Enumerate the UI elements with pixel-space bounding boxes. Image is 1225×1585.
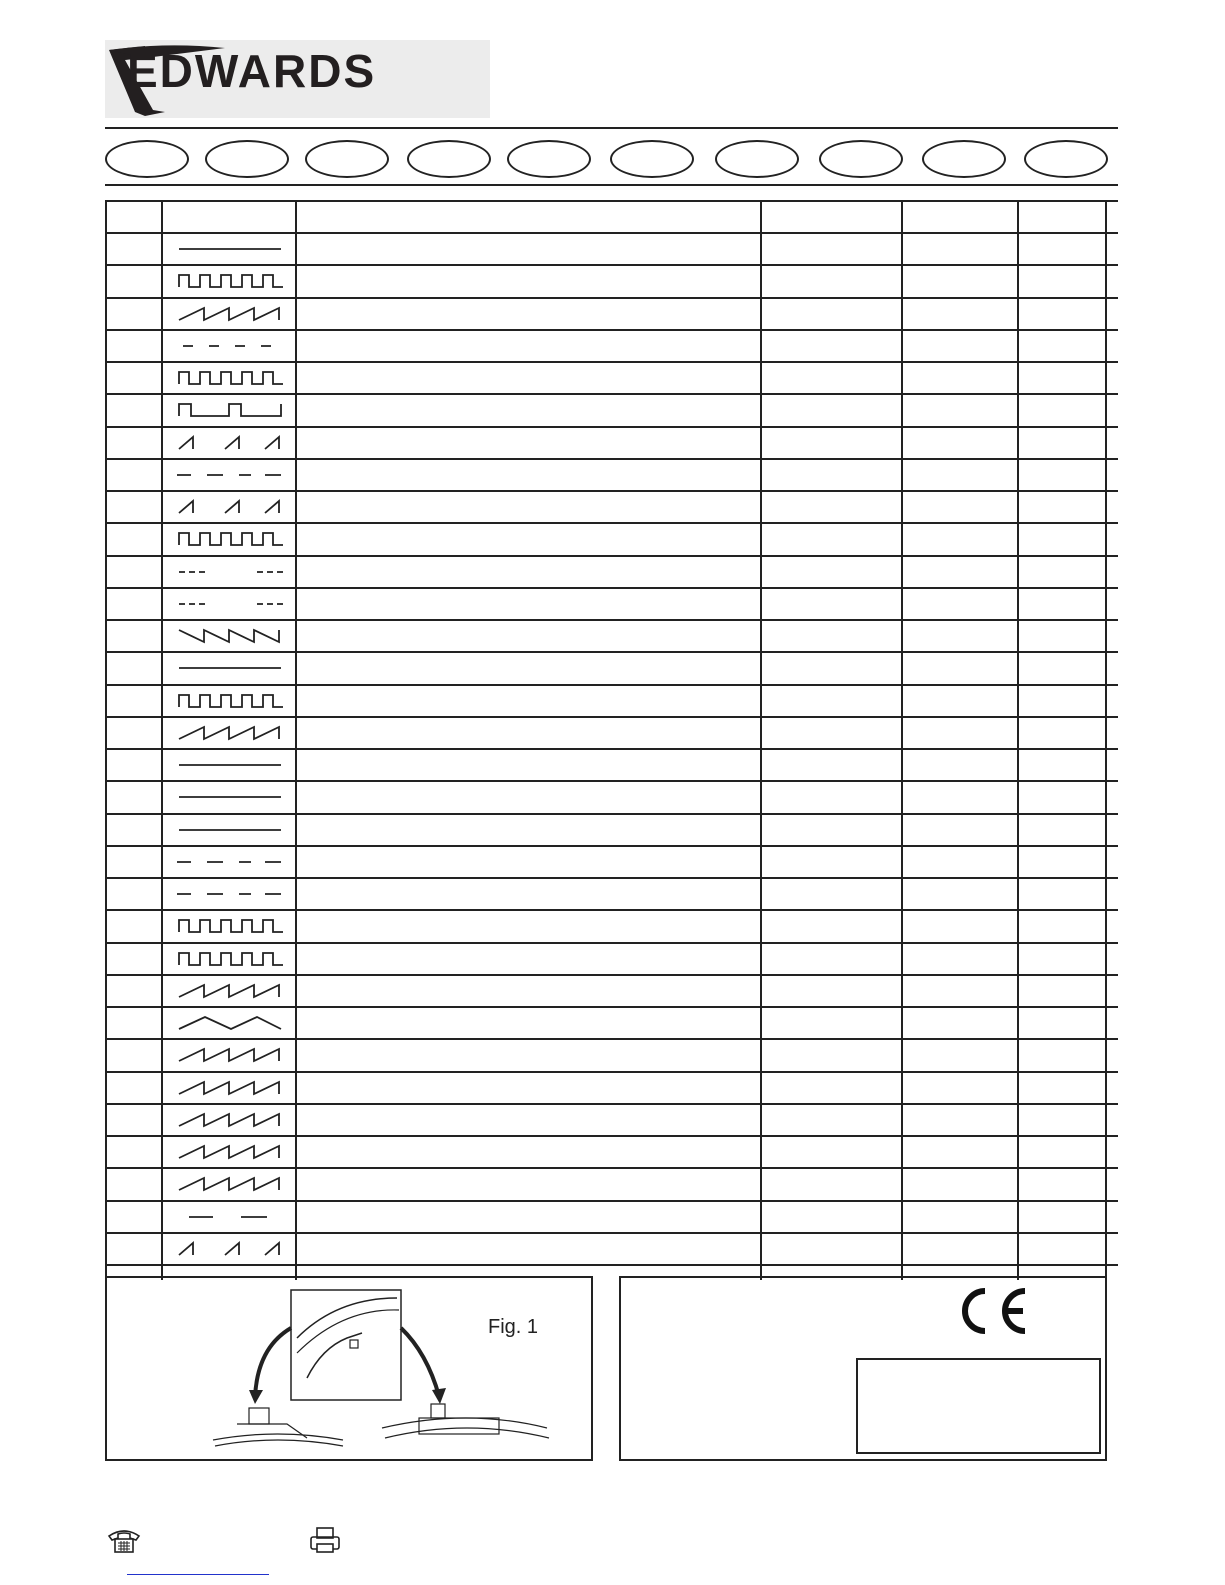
table-row-line xyxy=(105,780,1118,782)
language-tab-2[interactable] xyxy=(205,140,289,178)
table-row-line xyxy=(105,619,1118,621)
pattern-glyph-triple-dash-pause xyxy=(177,594,283,614)
pattern-glyph-triangle xyxy=(177,1013,283,1033)
pattern-glyph-path xyxy=(179,695,283,707)
table-row-line xyxy=(105,264,1118,266)
figure-label: Fig. 1 xyxy=(488,1316,539,1338)
table-row-line xyxy=(105,522,1118,524)
table-row-line xyxy=(105,684,1118,686)
pattern-glyph-path xyxy=(179,1178,279,1190)
language-tab-6[interactable] xyxy=(610,140,694,178)
pattern-glyph-path xyxy=(179,501,279,513)
language-tab-8[interactable] xyxy=(819,140,903,178)
pattern-glyph-sawtooth-up xyxy=(177,1045,283,1065)
pattern-glyph-path xyxy=(179,1146,279,1158)
language-tab-7[interactable] xyxy=(715,140,799,178)
fig-illustration xyxy=(107,1278,591,1459)
ce-mark-icon xyxy=(951,1286,1031,1336)
pattern-glyph-path xyxy=(179,1114,279,1126)
pattern-glyph-sawtooth-up xyxy=(177,981,283,1001)
pattern-glyph-path xyxy=(179,533,283,545)
pattern-glyph-sweep-intermittent xyxy=(177,497,283,517)
pattern-glyph-path xyxy=(179,404,281,416)
table-row-line xyxy=(105,587,1118,589)
table-row-line xyxy=(105,1038,1118,1040)
pattern-glyph-sawtooth-down xyxy=(177,626,283,646)
pattern-glyph-sawtooth-up xyxy=(177,1142,283,1162)
pattern-glyph-sawtooth-up xyxy=(177,1174,283,1194)
table-row-line xyxy=(105,877,1118,879)
pattern-glyph-path xyxy=(179,1017,281,1029)
table-row-line xyxy=(105,329,1118,331)
pattern-glyph-dashes-5 xyxy=(177,852,283,872)
pattern-glyph-path xyxy=(179,985,279,997)
pattern-glyph-path xyxy=(179,953,283,965)
brand-logo xyxy=(105,40,490,118)
pattern-glyph-dashes-long-2 xyxy=(177,1207,283,1227)
table-row-line xyxy=(105,845,1118,847)
brand-name: EDWARDS xyxy=(127,45,377,97)
pattern-glyph-square-fast xyxy=(177,949,283,969)
pattern-glyph-square-fast xyxy=(177,916,283,936)
pattern-glyph-continuous xyxy=(177,755,283,775)
sound-table xyxy=(105,200,1118,1280)
pattern-glyph-square-fast xyxy=(177,529,283,549)
pattern-glyph-square-fast xyxy=(177,368,283,388)
table-row-line xyxy=(105,1103,1118,1105)
pattern-glyph-path xyxy=(179,630,279,642)
fax-icon xyxy=(308,1526,344,1554)
pattern-glyph-sweep-intermittent xyxy=(177,1239,283,1259)
pattern-glyph-path xyxy=(179,1243,279,1255)
pattern-glyph-sawtooth-up xyxy=(177,1110,283,1130)
pattern-glyph-sawtooth-up xyxy=(177,304,283,324)
pattern-glyph-dashes-5 xyxy=(177,465,283,485)
table-row-line xyxy=(105,297,1118,299)
approval-box xyxy=(856,1358,1101,1454)
pattern-glyph-continuous xyxy=(177,658,283,678)
table-row-line xyxy=(105,1232,1118,1234)
table-row-line xyxy=(105,458,1118,460)
pattern-glyph-path xyxy=(179,920,283,932)
pattern-glyph-square-fast xyxy=(177,271,283,291)
table-row-line xyxy=(105,393,1118,395)
language-tab-4[interactable] xyxy=(407,140,491,178)
table-row-line xyxy=(105,1264,1118,1266)
pattern-glyph-square-slow xyxy=(177,400,283,420)
pattern-glyph-continuous xyxy=(177,787,283,807)
footer-link[interactable] xyxy=(127,1574,269,1575)
table-row-line xyxy=(105,232,1118,234)
table-row-line xyxy=(105,813,1118,815)
pattern-glyph-path xyxy=(179,437,279,449)
pattern-glyph-sawtooth-up xyxy=(177,723,283,743)
pattern-glyph-path xyxy=(179,727,279,739)
language-tab-10[interactable] xyxy=(1024,140,1108,178)
table-row-line xyxy=(105,942,1118,944)
table-row-line xyxy=(105,426,1118,428)
pattern-glyph-path xyxy=(179,372,283,384)
pattern-glyph-triple-dash-pause xyxy=(177,562,283,582)
table-row-line xyxy=(105,748,1118,750)
pattern-glyph-dashes-4 xyxy=(177,336,283,356)
telephone-icon xyxy=(106,1526,142,1554)
certification-panel xyxy=(619,1276,1107,1461)
table-row-line xyxy=(105,974,1118,976)
language-tab-5[interactable] xyxy=(507,140,591,178)
pattern-glyph-path xyxy=(179,1049,279,1061)
pattern-glyph-path xyxy=(179,1082,279,1094)
language-tab-3[interactable] xyxy=(305,140,389,178)
table-row-line xyxy=(105,490,1118,492)
table-row-line xyxy=(105,1200,1118,1202)
table-row-line xyxy=(105,1006,1118,1008)
pattern-glyph-sawtooth-up xyxy=(177,1078,283,1098)
pattern-glyph-continuous xyxy=(177,820,283,840)
table-row-line xyxy=(105,361,1118,363)
table-row-line xyxy=(105,555,1118,557)
table-row-line xyxy=(105,716,1118,718)
table-row-line xyxy=(105,651,1118,653)
table-row-line xyxy=(105,200,1118,202)
language-selector-row xyxy=(105,140,1118,180)
table-row-line xyxy=(105,909,1118,911)
figure-panel xyxy=(105,1276,593,1461)
header-rule-bottom xyxy=(105,184,1118,186)
table-row-line xyxy=(105,1135,1118,1137)
language-tab-9[interactable] xyxy=(922,140,1006,178)
table-row-line xyxy=(105,1071,1118,1073)
table-row-line xyxy=(105,1167,1118,1169)
language-tab-1[interactable] xyxy=(105,140,189,178)
pattern-glyph-square-fast xyxy=(177,691,283,711)
pattern-glyph-sweep-intermittent xyxy=(177,433,283,453)
header-rule-top xyxy=(105,127,1118,129)
pattern-glyph-path xyxy=(179,308,279,320)
pattern-glyph-continuous xyxy=(177,239,283,259)
pattern-glyph-path xyxy=(179,275,283,287)
pattern-glyph-dashes-5 xyxy=(177,884,283,904)
